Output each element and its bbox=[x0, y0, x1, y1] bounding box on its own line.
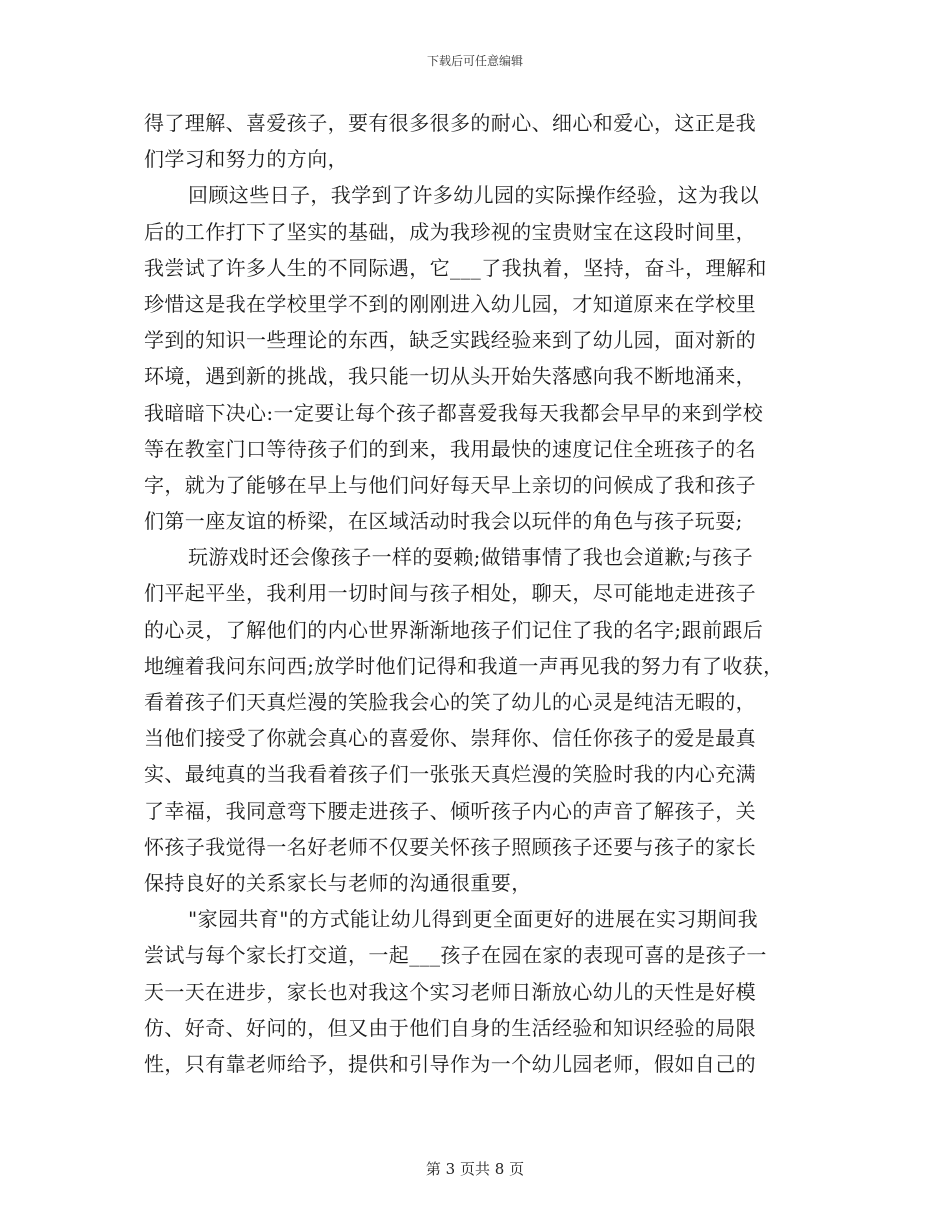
text-line: 天一天在进步，家长也对我这个实习老师日渐放心幼儿的天性是好模 bbox=[144, 979, 756, 1004]
text-line: 地缠着我问东问西;放学时他们记得和我道一声再见我的努力有了收获， bbox=[144, 653, 784, 678]
text-line: 保持良好的关系家长与老师的沟通很重要， bbox=[144, 870, 532, 895]
paragraph-start-line: 回顾这些日子，我学到了许多幼儿园的实际操作经验，这为我以 bbox=[188, 183, 760, 208]
text-line: 实、最纯真的当我看着孩子们一张张天真烂漫的笑脸时我的内心充满 bbox=[144, 762, 756, 787]
text-line: 们平起平坐，我利用一切时间与孩子相处，聊天，尽可能地走进孩子 bbox=[144, 581, 756, 606]
text-line: 学到的知识一些理论的东西，缺乏实践经验来到了幼儿园，面对新的 bbox=[144, 328, 756, 353]
text-line: 得了理解、喜爱孩子，要有很多很多的耐心、细心和爱心，这正是我 bbox=[144, 111, 756, 135]
text-line: 怀孩子我觉得一名好老师不仅要关怀孩子照顾孩子还要与孩子的家长 bbox=[144, 834, 756, 859]
text-line: 等在教室门口等待孩子们的到来，我用最快的速度记住全班孩子的名 bbox=[144, 436, 756, 461]
page-header: 下载后可任意编辑 bbox=[426, 54, 523, 68]
text-line: 珍惜这是我在学校里学不到的刚刚进入幼儿园，才知道原来在学校里 bbox=[144, 291, 756, 316]
text-line: 我暗暗下决心:一定要让每个孩子都喜爱我每天我都会早早的来到学校 bbox=[144, 400, 764, 425]
text-line: 们学习和努力的方向， bbox=[144, 147, 348, 172]
paragraph-start-line: "家园共育"的方式能让幼儿得到更全面更好的进展在实习期间我 bbox=[188, 907, 758, 932]
text-line: 后的工作打下了坚实的基础，成为我珍视的宝贵财宝在这段时间里， bbox=[144, 219, 756, 244]
text-line: 性，只有靠老师给予，提供和引导作为一个幼儿园老师，假如自己的 bbox=[144, 1051, 756, 1076]
page-footer: 第 3 页共 8 页 bbox=[425, 1160, 525, 1178]
text-line: 的心灵，了解他们的内心世界渐渐地孩子们记住了我的名字;跟前跟后 bbox=[144, 617, 764, 642]
text-line: 环境，遇到新的挑战，我只能一切从头开始失落感向我不断地涌来， bbox=[144, 364, 756, 389]
text-line: 看着孩子们天真烂漫的笑脸我会心的笑了幼儿的心灵是纯洁无暇的， bbox=[144, 690, 756, 714]
document-body bbox=[144, 105, 804, 1082]
paragraph-start-line: 玩游戏时还会像孩子一样的耍赖;做错事情了我也会道歉;与孩子 bbox=[188, 545, 754, 570]
text-line: 尝试与每个家长打交道，一起___孩子在园在家的表现可喜的是孩子一 bbox=[144, 943, 767, 968]
text-line: 字，就为了能够在早上与他们问好每天早上亲切的问候成了我和孩子 bbox=[144, 472, 756, 497]
text-line: 我尝试了许多人生的不同际遇，它___了我执着，坚持，奋斗，理解和 bbox=[144, 255, 767, 280]
text-line: 仿、好奇、好问的，但又由于他们自身的生活经验和知识经验的局限 bbox=[144, 1015, 756, 1040]
text-line: 们第一座友谊的桥梁，在区域活动时我会以玩伴的角色与孩子玩耍; bbox=[144, 509, 743, 534]
text-line: 了幸福，我同意弯下腰走进孩子、倾听孩子内心的声音了解孩子，关 bbox=[144, 798, 756, 823]
text-line: 当他们接受了你就会真心的喜爱你、崇拜你、信任你孩子的爱是最真 bbox=[144, 726, 756, 751]
